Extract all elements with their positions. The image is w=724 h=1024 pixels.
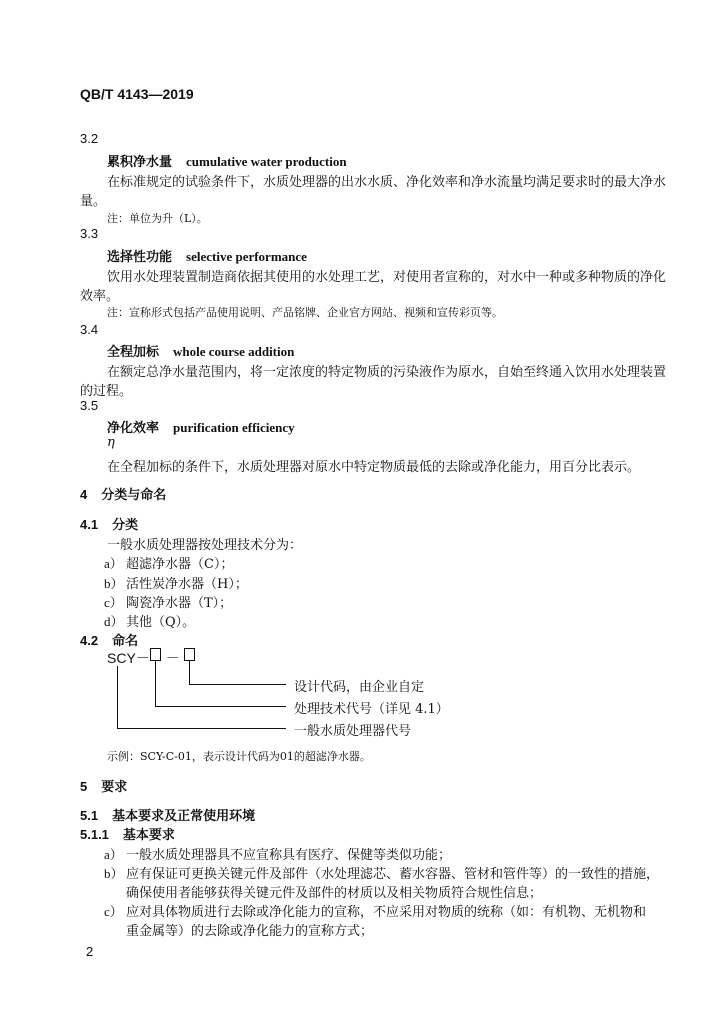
list-label: c） [104,595,123,610]
code-label-design: 设计代码，由企业自定 [294,680,425,695]
paragraph: 一般水质处理器按处理技术分为： [107,538,303,553]
subsection-number: 4.2 [80,633,99,648]
list-text: 一般水质处理器具不应宣称具有医疗、保健等类似功能； [126,848,452,863]
list-item [104,611,195,630]
list-text: 应对具体物质进行去除或净化能力的宣称，不应采用对物质的统称（如：有机物、无机物和 [126,905,647,920]
list-item [104,553,233,572]
subsubsection-title: 基本要求 [122,828,175,843]
term-en: whole course addition [173,344,295,359]
subsection-heading [80,514,138,533]
list-text: 超滤净水器（C）； [126,557,234,572]
code-dash: － [165,650,180,666]
subsection-number: 4.1 [80,517,99,532]
list-text: 应有保证可更换关键元件及部件（水处理滤芯、蓄水容器、管材和管件等）的一致性的措施， [126,867,660,882]
connector-line [117,728,286,729]
term-zh: 净化效率 [107,421,160,436]
term-en: purification efficiency [173,420,295,435]
term-note: 注：宣称形式包括产品使用说明、产品铭牌、企业官方网站、视频和宣传彩页等。 [107,306,503,319]
section-heading [80,484,166,503]
term-heading [107,417,295,436]
term-symbol: η [107,435,115,450]
definition-line: 在标准规定的试验条件下，水质处理器的出水水质、净化效率和净水流量均满足要求时的最大净水 [107,175,667,190]
term-heading [107,151,347,170]
connector-line [189,661,190,684]
section-number: 4 [80,487,88,502]
subsection-title: 分类 [112,518,139,533]
term-heading [107,246,307,265]
list-text: 活性炭净水器（H）； [126,577,248,592]
subsubsection-heading [80,824,175,843]
term-note: 注：单位为升（L）。 [107,212,208,225]
definition-line: 在全程加标的条件下，水质处理器对原水中特定物质最低的去除或净化能力，用百分比表示。 [107,460,641,475]
definition-line: 的过程。 [80,384,133,399]
model-code [107,648,180,668]
term-heading [107,341,294,360]
term-en: selective performance [186,249,307,264]
subsection-title: 命名 [112,634,139,649]
definition-line: 效率。 [80,289,120,304]
definition-line: 饮用水处理装置制造商依据其使用的水处理工艺，对使用者宣称的，对水中一种或多种物质的净化 [107,270,667,285]
list-label: d） [104,614,124,629]
example-note: 示例：SCY-C-01，表示设计代码为01的超滤净水器。 [107,750,371,763]
connector-line [155,661,156,706]
list-item [104,573,248,592]
list-continuation: 确保使用者能够获得关键元件及部件的材质以及相关物质符合规性信息； [126,886,543,901]
code-label-product: 一般水质处理器代号 [294,724,412,739]
list-item [104,901,646,920]
subsubsection-number: 5.1.1 [80,827,109,842]
clause-number: 3.2 [80,131,99,146]
clause-number: 3.4 [80,322,99,337]
list-label: a） [104,847,123,862]
standard-number: QB/T 4143—2019 [80,86,194,102]
subsection-heading [80,805,255,824]
section-heading [80,776,127,795]
section-title: 要求 [101,780,128,795]
list-item [104,844,451,863]
subsection-number: 5.1 [80,808,99,823]
connector-line [189,684,286,685]
section-title: 分类与命名 [101,488,167,503]
list-label: b） [104,866,124,881]
term-zh: 选择性功能 [107,250,173,265]
section-number: 5 [80,779,88,794]
connector-line [117,666,118,728]
list-label: c） [104,904,123,919]
term-en: cumulative water production [186,154,347,169]
clause-number: 3.3 [80,226,99,241]
list-label: b） [104,576,124,591]
placeholder-box-technology [150,648,161,661]
clause-number: 3.5 [80,398,99,413]
list-text: 陶瓷净水器（T）； [126,596,233,611]
definition-line: 在额定总净水量范围内，将一定浓度的特定物质的污染液作为原水，自始至终通入饮用水处理装置 [107,365,667,380]
term-zh: 累积净水量 [107,155,173,170]
list-continuation: 重金属等）的去除或净化能力的宣称方式； [126,924,374,939]
code-label-technology: 处理技术代号（详见 4.1） [294,702,449,717]
page-number: 2 [86,944,94,959]
definition-line: 量。 [80,194,107,209]
list-item [104,863,659,882]
placeholder-box-design [184,648,195,661]
list-text: 其他（Q）。 [126,615,196,630]
subsection-title: 基本要求及正常使用环境 [112,809,256,824]
code-prefix: SCY [107,650,136,666]
term-zh: 全程加标 [107,345,160,360]
subsection-heading [80,630,138,649]
list-label: a） [104,556,123,571]
code-dash: － [135,650,150,666]
list-item [104,592,232,611]
connector-line [155,706,286,707]
